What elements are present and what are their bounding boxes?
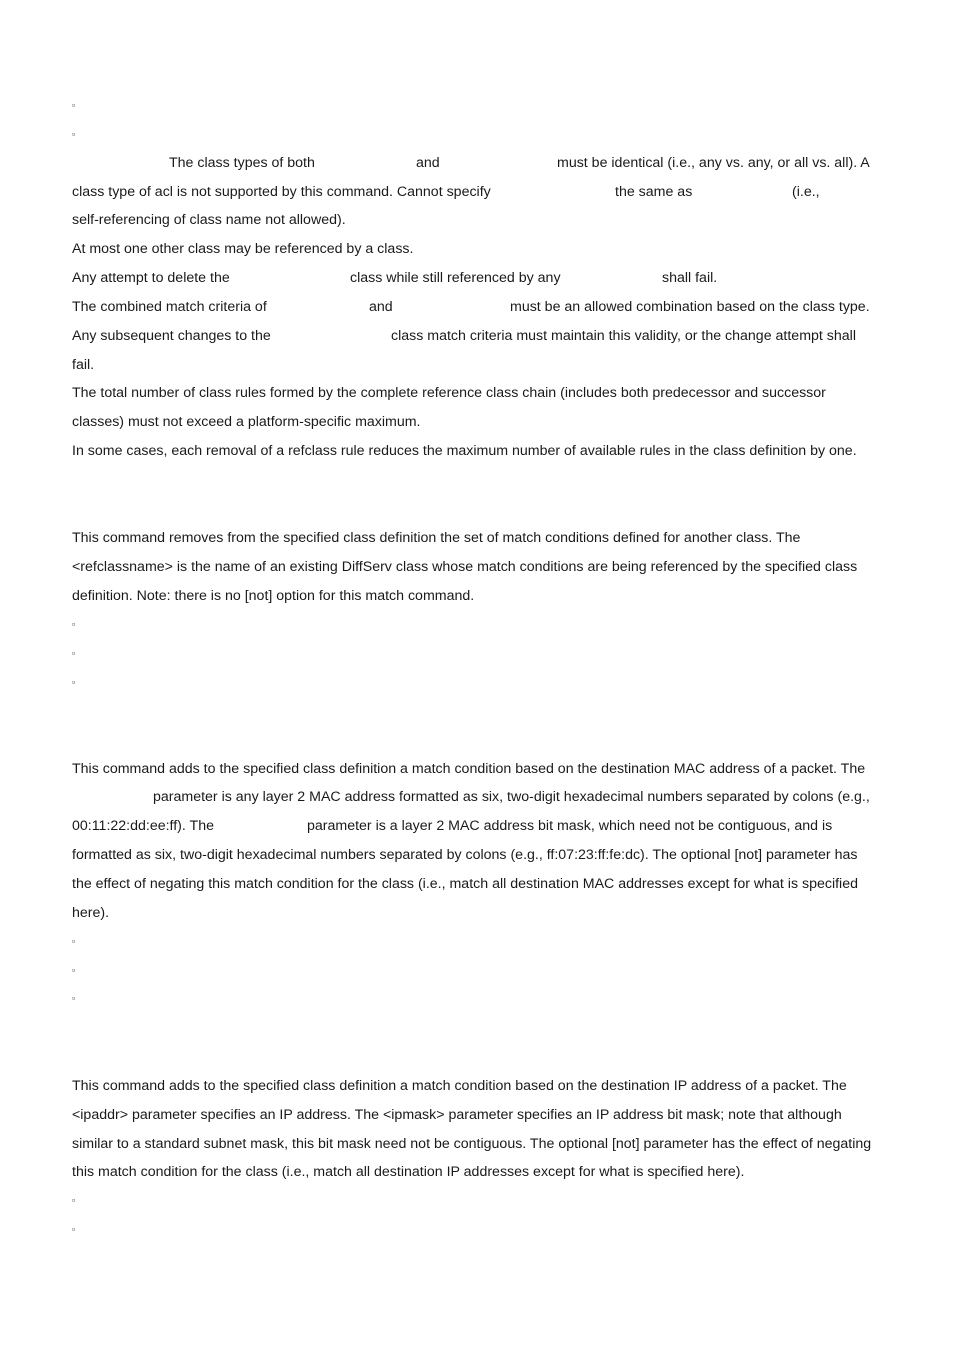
bullet-marker: ▫ bbox=[72, 100, 76, 110]
note-text: the same as bbox=[615, 184, 693, 200]
note-text: self-referencing of class name not allowed). bbox=[72, 212, 346, 228]
description-text: parameter is any layer 2 MAC address formatted as six, two-digit hexadecimal numbers separated by colons (e.g., bbox=[153, 789, 870, 805]
bullet-marker: ▫ bbox=[72, 619, 76, 629]
note-text: class match criteria must maintain this validity, or the change attempt shall bbox=[391, 328, 856, 344]
description-text: similar to a standard subnet mask, this bit mask need not be contiguous. The optional [not] parameter has the effect of negating bbox=[72, 1136, 872, 1152]
note-text: The total number of class rules formed by the complete reference class chain (includes both predecessor and successor bbox=[72, 385, 826, 401]
note-text: must be an allowed combination based on the class type. bbox=[510, 299, 870, 315]
note-text: Any subsequent changes to the bbox=[72, 328, 271, 344]
note-text: class while still referenced by any bbox=[350, 270, 561, 286]
note-text: The combined match criteria of bbox=[72, 299, 267, 315]
note-text: class type of acl is not supported by this command. Cannot specify bbox=[72, 184, 491, 200]
description-text: this match condition for the class (i.e., match all destination IP addresses except for what is specified here). bbox=[72, 1164, 745, 1180]
bullet-marker: ▫ bbox=[72, 648, 76, 658]
note-text: shall fail. bbox=[662, 270, 718, 286]
description-text: the effect of negating this match condition for the class (i.e., match all destination MAC addresses except for what is specified bbox=[72, 876, 858, 892]
bullet-marker: ▫ bbox=[72, 1224, 76, 1234]
note-text: fail. bbox=[72, 357, 95, 373]
bullet-marker: ▫ bbox=[72, 677, 76, 687]
description-text: 00:11:22:dd:ee:ff). The bbox=[72, 818, 214, 834]
description-text: definition. Note: there is no [not] option for this match command. bbox=[72, 588, 475, 604]
bullet-marker: ▫ bbox=[72, 129, 76, 139]
bullet-marker: ▫ bbox=[72, 965, 76, 975]
description-text: <refclassname> is the name of an existing DiffServ class whose match conditions are being referenced by the specified class bbox=[72, 559, 858, 575]
bullet-marker: ▫ bbox=[72, 1195, 76, 1205]
note-text: and bbox=[369, 299, 393, 315]
description-text: parameter is a layer 2 MAC address bit mask, which need not be contiguous, and is bbox=[307, 818, 833, 834]
description-text: This command adds to the specified class definition a match condition based on the destination MAC address of a packet. The bbox=[72, 761, 866, 777]
description-text: formatted as six, two-digit hexadecimal numbers separated by colons (e.g., ff:07:23:ff:fe:dc). The optional [not] parameter has bbox=[72, 847, 858, 863]
description-text: This command removes from the specified class definition the set of match conditions defined for another class. The bbox=[72, 530, 801, 546]
bullet-marker: ▫ bbox=[72, 936, 76, 946]
note-text: In some cases, each removal of a refclass rule reduces the maximum number of available rules in the class definition by one. bbox=[72, 443, 857, 459]
description-text: This command adds to the specified class definition a match condition based on the destination IP address of a packet. The bbox=[72, 1078, 847, 1094]
note-text: The class types of both bbox=[169, 155, 315, 171]
note-text: Any attempt to delete the bbox=[72, 270, 230, 286]
note-text: and bbox=[416, 155, 440, 171]
note-text: (i.e., bbox=[792, 184, 820, 200]
description-text: <ipaddr> parameter specifies an IP address. The <ipmask> parameter specifies an IP address bit mask; note that although bbox=[72, 1107, 842, 1123]
note-text: At most one other class may be referenced by a class. bbox=[72, 241, 414, 257]
description-text: here). bbox=[72, 905, 110, 921]
note-text: must be identical (i.e., any vs. any, or all vs. all). A bbox=[557, 155, 870, 171]
bullet-marker: ▫ bbox=[72, 993, 76, 1003]
note-text: classes) must not exceed a platform-specific maximum. bbox=[72, 414, 421, 430]
